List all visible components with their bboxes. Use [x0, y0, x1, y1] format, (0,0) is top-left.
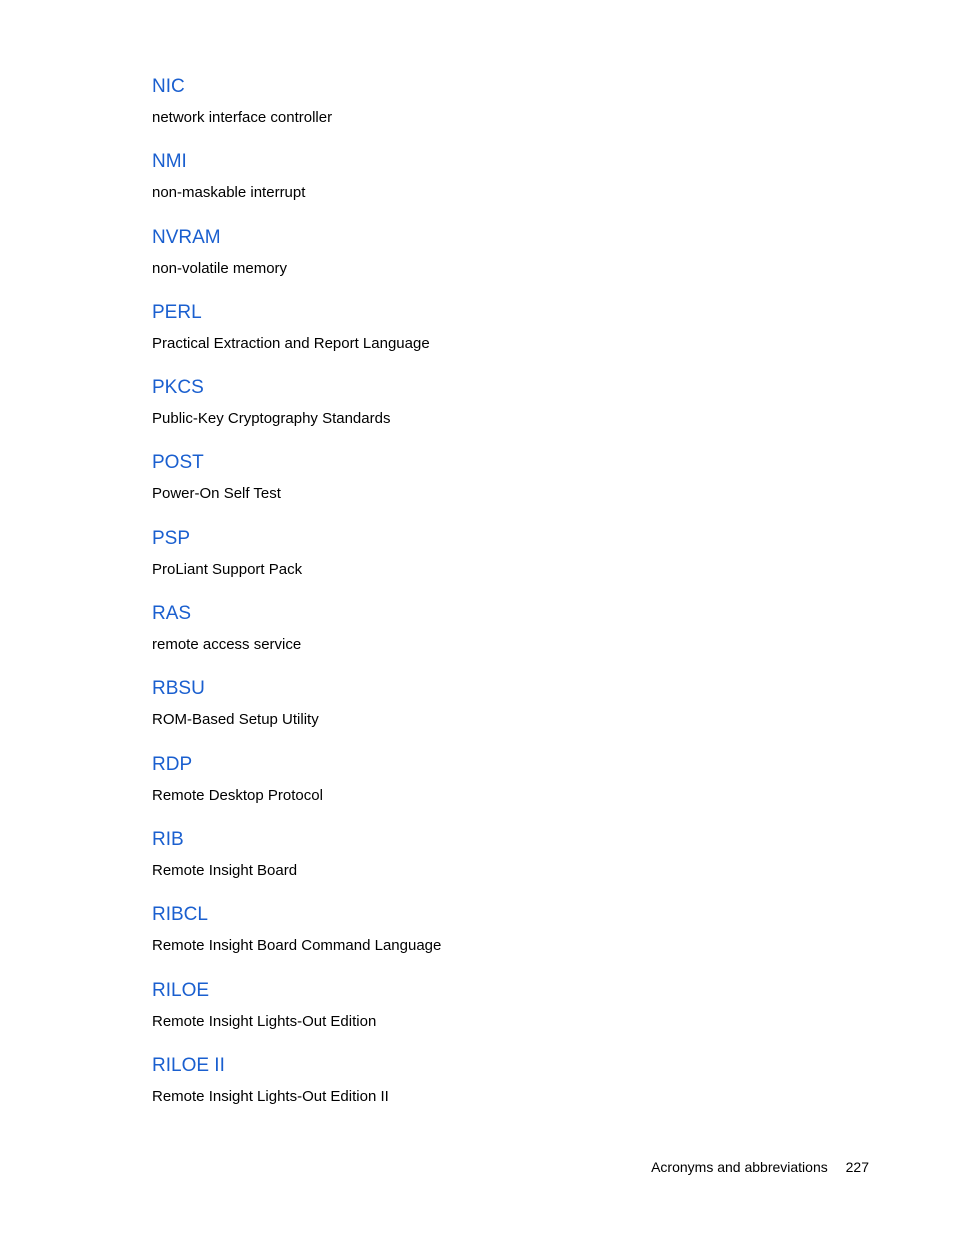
acronym-glossary — [152, 74, 852, 1128]
glossary-entry — [152, 902, 852, 977]
acronym-definition: Remote Insight Lights-Out Edition II — [152, 1087, 389, 1105]
acronym-term[interactable]: RILOE — [152, 979, 210, 1001]
acronym-definition: non-maskable interrupt — [152, 184, 306, 202]
acronym-term[interactable]: RIB — [152, 828, 184, 850]
acronym-definition: Remote Desktop Protocol — [152, 786, 323, 804]
acronym-term[interactable]: NMI — [152, 151, 187, 173]
acronym-term[interactable]: POST — [152, 452, 204, 474]
acronym-definition: Remote Insight Board — [152, 861, 298, 879]
glossary-entry — [152, 978, 852, 1053]
acronym-term[interactable]: NIC — [152, 76, 185, 97]
glossary-entry — [152, 450, 852, 525]
footer-section-title: Acronyms and abbreviations — [651, 1159, 828, 1175]
acronym-definition: ROM-Based Setup Utility — [152, 711, 319, 729]
acronym-definition: ProLiant Support Pack — [152, 560, 303, 578]
page-number: 227 — [845, 1159, 869, 1175]
glossary-entry — [152, 74, 852, 149]
acronym-term[interactable]: RILOE II — [152, 1054, 225, 1076]
acronym-term[interactable]: PSP — [152, 527, 191, 549]
glossary-entry — [152, 375, 852, 450]
acronym-term[interactable]: RDP — [152, 753, 193, 775]
glossary-entry — [152, 601, 852, 676]
glossary-entry — [152, 225, 852, 300]
glossary-entry — [152, 300, 852, 375]
page-footer — [651, 1158, 869, 1176]
acronym-definition: remote access service — [152, 636, 302, 654]
acronym-definition: non-volatile memory — [152, 259, 288, 277]
glossary-entry — [152, 526, 852, 601]
glossary-entry — [152, 827, 852, 902]
acronym-term[interactable]: RAS — [152, 603, 192, 625]
acronym-definition: Power-On Self Test — [152, 485, 281, 503]
acronym-term[interactable]: RBSU — [152, 678, 205, 700]
glossary-entry — [152, 1053, 852, 1128]
acronym-definition: Remote Insight Board Command Language — [152, 937, 442, 955]
acronym-term[interactable]: PERL — [152, 301, 202, 323]
glossary-entry — [152, 676, 852, 751]
acronym-term[interactable]: PKCS — [152, 377, 204, 399]
acronym-definition: network interface controller — [152, 109, 333, 126]
glossary-entry — [152, 752, 852, 827]
acronym-definition: Public-Key Cryptography Standards — [152, 410, 391, 428]
acronym-term[interactable]: NVRAM — [152, 226, 221, 248]
glossary-entry — [152, 149, 852, 224]
acronym-term[interactable]: RIBCL — [152, 904, 208, 926]
acronym-definition: Practical Extraction and Report Language — [152, 334, 430, 352]
acronym-definition: Remote Insight Lights-Out Edition — [152, 1012, 377, 1030]
